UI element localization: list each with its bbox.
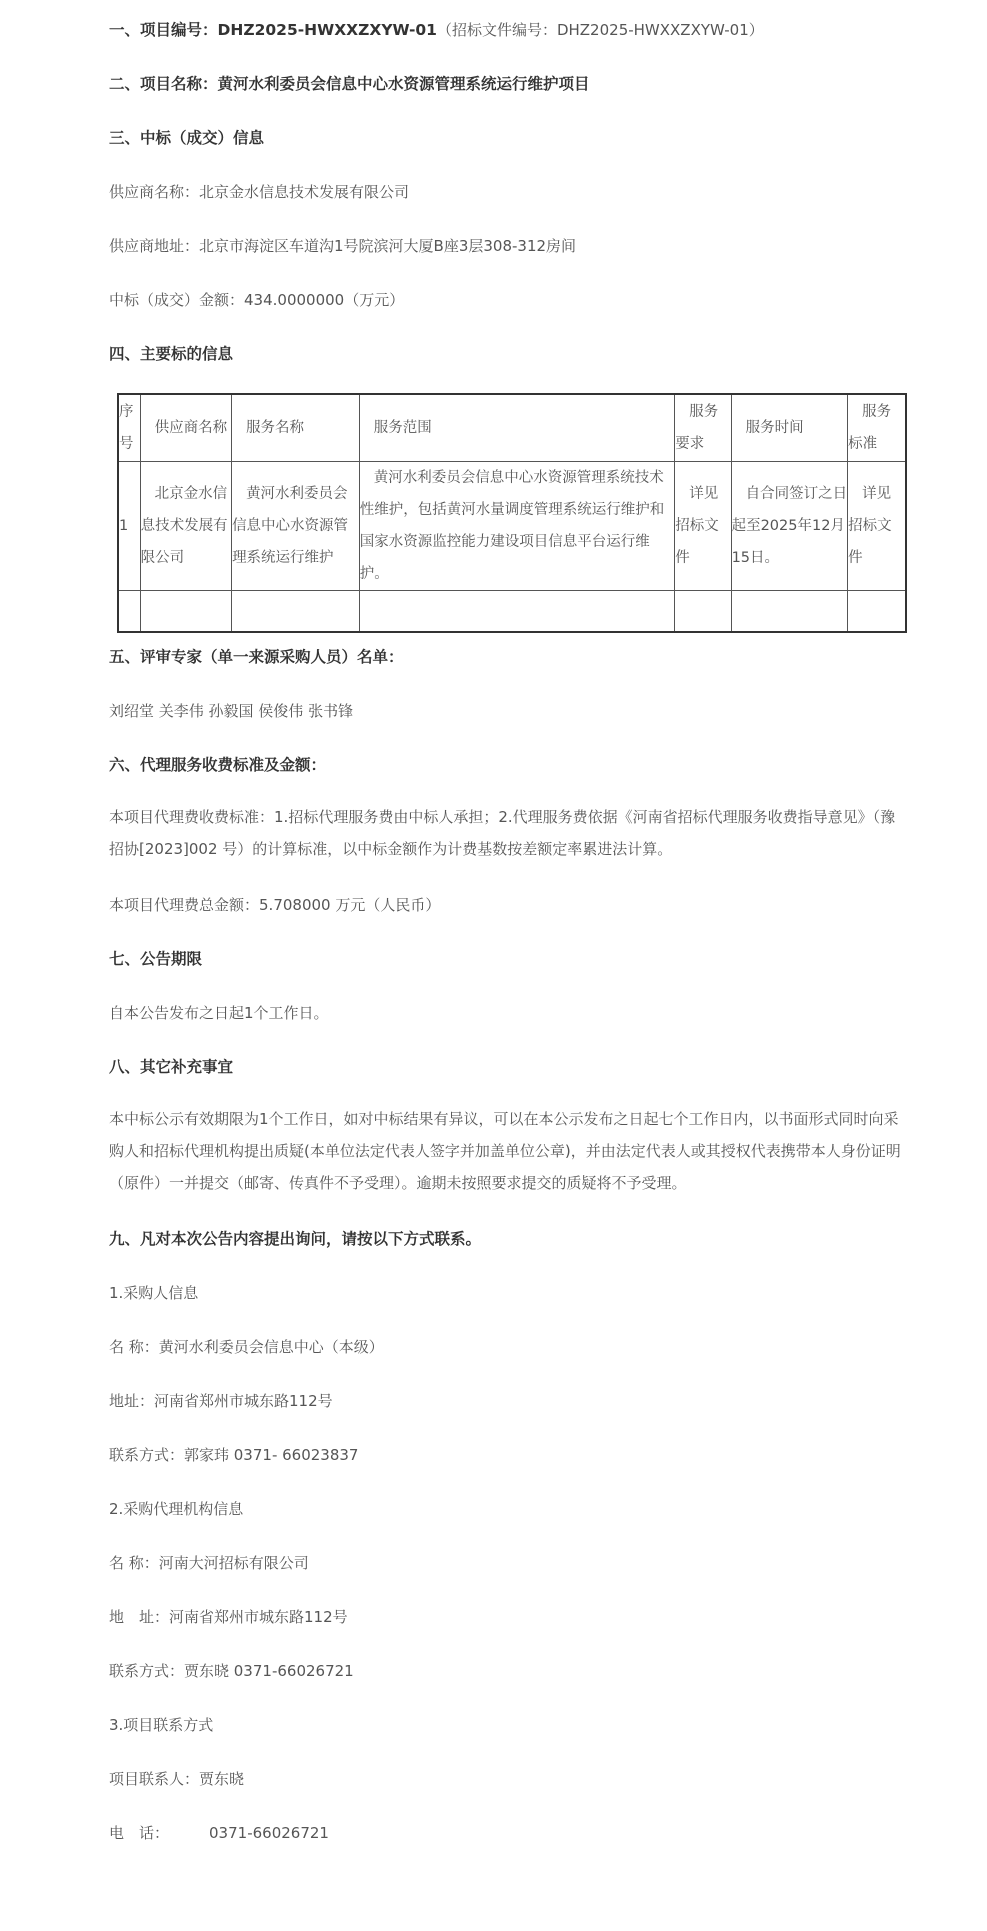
agency-fee-standard: 本项目代理费收费标准：1.招标代理服务费由中标人承担；2.代理服务费依据《河南省招标代理服务收费指导意见》（豫招协[2023]002 号）的计算标准，以中标金额作为计费基数按差额定率累进法计算。 [109,808,896,858]
supplier-name: 供应商名称：北京金水信息技术发展有限公司 [109,183,410,201]
project-code-label: 一、项目编号： [109,21,218,39]
section-agency-fee-title: 六、代理服务收费标准及金额： [109,756,327,774]
notice-period-text: 自本公告发布之日起1个工作日。 [109,1004,329,1022]
agency-fee-total: 本项目代理费总金额：5.708000 万元（人民币） [109,896,441,914]
header-service-requirement: 服务要求 [675,394,731,462]
project-phone-line [109,1822,329,1844]
cell-service-name: 黄河水利委员会信息中心水资源管理系统运行维护 [232,462,360,591]
project-name-label: 二、项目名称： [109,75,218,93]
header-supplier: 供应商名称 [140,394,231,462]
header-service-standard: 服务标准 [848,394,906,462]
table-row [118,462,906,591]
cell-supplier: 北京金水信息技术发展有限公司 [140,462,231,591]
agent-address: 地 址：河南省郑州市城东路112号 [109,1608,348,1626]
cell-no: 1 [118,462,140,591]
section-main-items-title: 四、主要标的信息 [109,345,234,363]
header-service-time: 服务时间 [731,394,848,462]
agent-info-title: 2.采购代理机构信息 [109,1500,244,1518]
other-matters-text: 本中标公示有效期限为1个工作日，如对中标结果有异议，可以在本公示发布之日起七个工作日内，以书面形式同时向采购人和招标代理机构提出质疑(本单位法定代表人签字并加盖单位公章)，并由法定代表人或其授权代表携带本人身份证明（原件）一并提交（邮寄、传真件不予受理）。逾期未按照要求提交的质疑将不予受理。 [109,1110,901,1192]
buyer-info-title: 1.采购人信息 [109,1284,199,1302]
project-code: DHZ2025-HWXXZXYW-01 [217,21,437,39]
project-name: 黄河水利委员会信息中心水资源管理系统运行维护项目 [217,75,590,93]
project-contact-title: 3.项目联系方式 [109,1716,214,1734]
header-no: 序号 [118,394,140,462]
project-phone: 0371-66026721 [209,1824,329,1842]
header-service-name: 服务名称 [232,394,360,462]
tender-doc-code: （招标文件编号：DHZ2025-HWXXZXYW-01） [436,21,764,39]
cell-service-requirement: 详见招标文件 [675,462,731,591]
project-phone-label: 电 话： [109,1824,170,1842]
cell-service-scope: 黄河水利委员会信息中心水资源管理系统技术性维护，包括黄河水量调度管理系统运行维护和国家水资源监控能力建设项目信息平台运行维护。 [359,462,675,591]
table-empty-row [118,591,906,633]
award-table [117,393,907,633]
award-amount: 中标（成交）金额：434.0000000（万元） [109,291,405,309]
project-contact-person: 项目联系人：贾东晓 [109,1770,245,1788]
section-contact-title: 九、凡对本次公告内容提出询问，请按以下方式联系。 [109,1230,482,1248]
section-notice-period-title: 七、公告期限 [109,950,203,968]
project-code-line [109,19,764,41]
buyer-contact: 联系方式：郭家玮 0371- 66023837 [109,1446,359,1464]
supplier-address: 供应商地址：北京市海淀区车道沟1号院滨河大厦B座3层308-312房间 [109,237,577,255]
section-award-info-title: 三、中标（成交）信息 [109,129,265,147]
table-header-row [118,394,906,462]
expert-names: 刘绍堂 关李伟 孙毅国 侯俊伟 张书锋 [109,702,354,720]
agent-contact: 联系方式：贾东晓 0371-66026721 [109,1662,354,1680]
header-service-scope: 服务范围 [359,394,675,462]
cell-service-time: 自合同签订之日起至2025年12月15日。 [731,462,848,591]
project-name-line [109,73,590,95]
cell-service-standard: 详见招标文件 [848,462,906,591]
agent-name: 名 称：河南大河招标有限公司 [109,1554,309,1572]
buyer-name: 名 称：黄河水利委员会信息中心（本级） [109,1338,384,1356]
section-experts-title: 五、评审专家（单一来源采购人员）名单： [109,648,404,666]
section-other-matters-title: 八、其它补充事宜 [109,1058,234,1076]
buyer-address: 地址：河南省郑州市城东路112号 [109,1392,333,1410]
